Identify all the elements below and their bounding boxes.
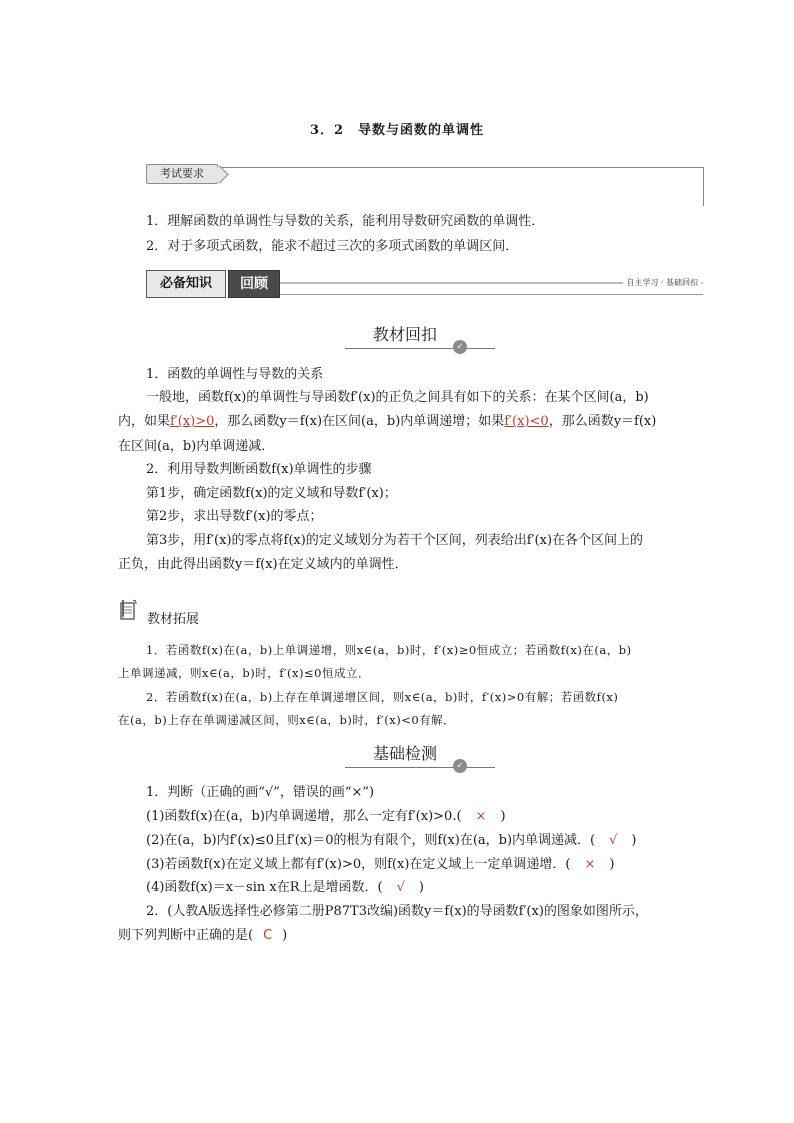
question-line: 则下列判断中正确的是( C ) [118, 928, 288, 943]
question-line: 1．判断（正确的画“√”，错误的画“×”) [146, 785, 375, 800]
section-heading-text: 基础检测 [372, 744, 437, 763]
step-line: 第2步，求出导数f′(x)的零点； [146, 509, 323, 524]
extension-line: 在(a，b)上存在单调递减区间，则x∈(a，b)时，f′(x)<0有解． [118, 713, 456, 727]
page-title: 3．2 导数与函数的单调性 [309, 123, 485, 138]
extension-line: 上单调递减，则x∈(a，b)时，f′(x)≤0恒成立． [118, 666, 370, 680]
question-line: (2)在(a，b)内f′(x)≤0且f′(x)＝0的根为有限个，则f(x)在(a，b)内单调递减．( √ ) [146, 833, 637, 848]
exam-requirement-item: 2．对于多项式函数，能求不超过三次的多项式函数的单调区间． [146, 239, 519, 254]
exam-requirement-item: 1．理解函数的单调性与导数的关系，能利用导数研究函数的单调性． [146, 214, 545, 229]
question-line: 2．(人教A版选择性必修第二册P87T3改编)函数y＝f(x)的导函数f′(x)的图象如图所示， [146, 904, 648, 919]
answer-mark: C [263, 928, 273, 943]
answer-mark: √ [396, 880, 405, 895]
section-heading-basic-test [345, 741, 485, 771]
step-line: 第1步，确定函数f(x)的定义域和导数f′(x)； [146, 486, 397, 501]
extension-line: 2．若函数f(x)在(a，b)上存在单调递增区间，则x∈(a，b)时，f′(x)>0有解；若函数f(x) [146, 690, 619, 704]
paragraph-line: 在区间(a，b)内单调递减． [118, 439, 275, 454]
answer-mark: × [584, 857, 596, 872]
section-banner [146, 270, 703, 296]
notebook-pen-icon [118, 598, 138, 620]
paragraph-line: 一般地，函数f(x)的单调性与导函数f′(x)的正负之间具有如下的关系：在某个区间(a，b) [146, 390, 649, 405]
paragraph-line: 内，如果f′(x)>0，那么函数y＝f(x)在区间(a，b)内单调递增；如果f′(x)<0，那么函数y＝f(x) [118, 414, 657, 429]
exam-requirement-tag: 考试要求 [146, 164, 218, 184]
check-icon: ✓ [453, 340, 467, 354]
question-line: (3)若函数f(x)在定义域上都有f′(x)>0，则f(x)在定义域上一定单调递增．( × ) [146, 857, 615, 872]
exam-requirement-frame [146, 167, 704, 206]
check-icon: ✓ [453, 759, 467, 773]
subsection-heading: 2．利用导数判断函数f(x)单调性的步骤 [146, 462, 372, 477]
section-heading-text: 教材回扣 [372, 325, 437, 344]
subsection-heading: 1．函数的单调性与导数的关系 [146, 367, 324, 382]
banner-label: 必备知识 [146, 270, 226, 298]
question-line: (1)函数f(x)在(a，b)内单调递增，那么一定有f′(x)>0.( × ) [146, 809, 506, 824]
answer-mark: × [475, 809, 487, 824]
answer-highlight: f′(x)>0 [170, 414, 215, 429]
step-line: 第3步，用f′(x)的零点将f(x)的定义域划分为若干个区间，列表给出f′(x)在各个区间上的 [146, 533, 644, 548]
banner-label-highlight: 回顾 [228, 270, 280, 298]
answer-mark: √ [609, 833, 618, 848]
extension-line: 1．若函数f(x)在(a，b)上单调递增，则x∈(a，b)时，f′(x)≥0恒成立；若函数f(x)在(a，b) [146, 643, 632, 657]
question-line: (4)函数f(x)＝x－sin x在R上是增函数．( √ ) [146, 880, 424, 895]
banner-note: 自主学习 · 基础回扣 [623, 277, 701, 288]
step-line: 正负，由此得出函数y＝f(x)在定义域内的单调性． [118, 557, 408, 572]
answer-highlight: f′(x)<0 [504, 414, 549, 429]
section-heading-textbook-review [345, 322, 485, 352]
